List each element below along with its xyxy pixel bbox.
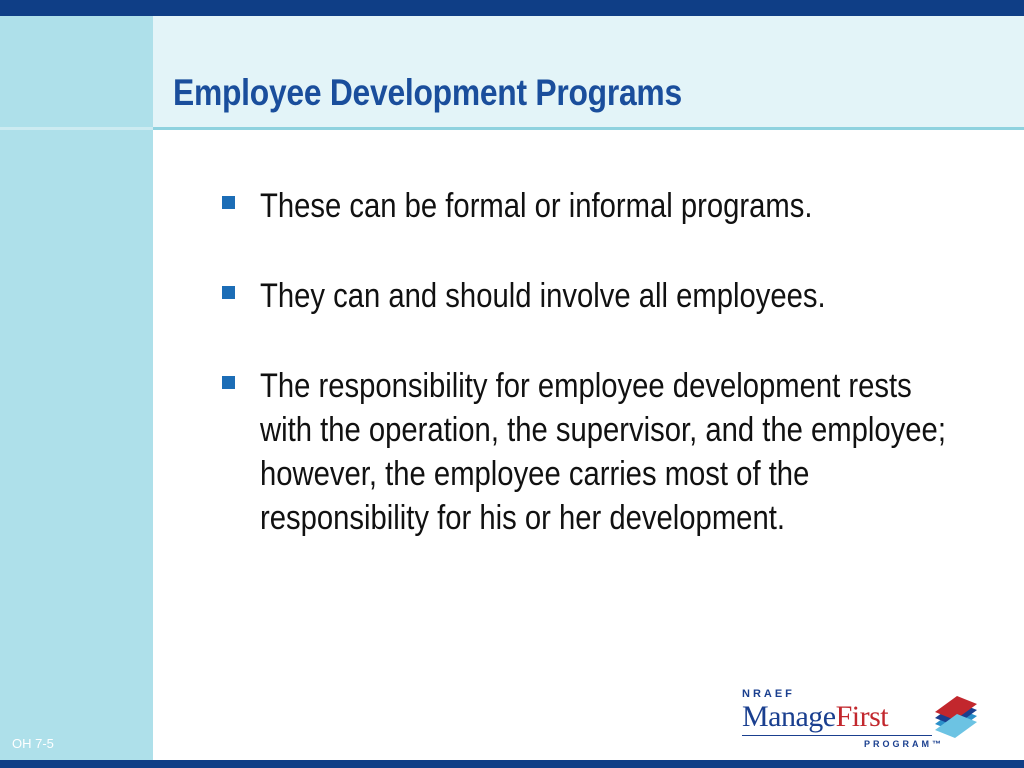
square-bullet-icon — [222, 376, 235, 389]
bullet-text: These can be formal or informal programs. — [260, 187, 813, 225]
bullet-text: They can and should involve all employees. — [260, 277, 826, 315]
logo-first-text: First — [835, 700, 889, 733]
bullet-item — [222, 274, 982, 318]
top-bar — [0, 0, 1024, 16]
logo-program-text: PROGRAM™ — [864, 739, 944, 749]
title-divider-left — [0, 127, 153, 130]
square-bullet-icon — [222, 286, 235, 299]
square-bullet-icon — [222, 196, 235, 209]
slide-number-label: OH 7-5 — [12, 736, 54, 751]
slide-title: Employee Development Programs — [173, 72, 682, 113]
bullet-item — [222, 184, 982, 228]
bullet-text: The responsibility for employee development rests with the operation, the supervisor, and the employee; however, the employee carries most of the responsibility for his or her development. — [260, 367, 946, 537]
logo-nraef-text: NRAEF — [742, 688, 795, 700]
bullet-list — [222, 184, 982, 586]
logo-wordmark — [742, 700, 888, 734]
logo-divider — [742, 735, 932, 736]
logo-manage-text: Manage — [742, 700, 836, 733]
title-divider — [0, 127, 1024, 130]
bullet-item — [222, 364, 982, 540]
stacked-books-icon — [927, 694, 983, 740]
managefirst-logo — [742, 688, 992, 750]
bottom-bar — [0, 760, 1024, 768]
